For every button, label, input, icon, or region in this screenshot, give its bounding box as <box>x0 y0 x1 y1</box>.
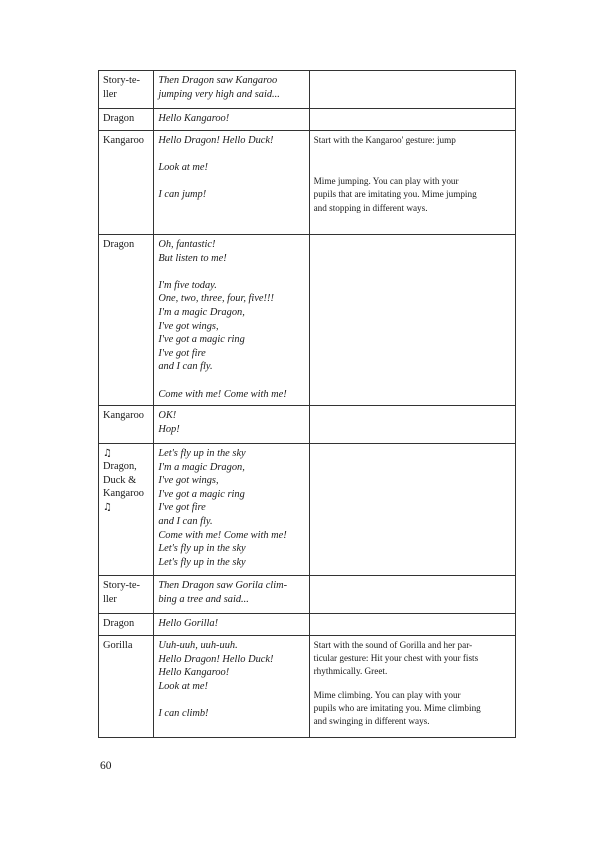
music-note-icon: ♫ <box>103 448 112 459</box>
table-row <box>99 614 516 636</box>
note-cell <box>309 71 515 109</box>
page-number: 60 <box>100 760 112 772</box>
note-cell <box>309 109 515 131</box>
dialogue-cell <box>154 131 309 235</box>
note-cell <box>309 444 515 576</box>
dialogue-text: Oh, fantastic! But listen to me! I'm five today. One, two, three, four, five!!! I'm a magic Dragon, I've got wings, I've got a magic ring I've got fire and I can fly. Come with me! Come with me! <box>158 239 287 400</box>
stage-note: Start with the sound of Gorilla and her par- ticular gesture: Hit your chest with your fists rhythmically. Greet. <box>313 640 479 677</box>
note-cell <box>309 636 515 738</box>
script-table <box>98 70 516 738</box>
dialogue-cell <box>154 636 309 738</box>
character-name: Dragon <box>103 239 135 250</box>
stage-note: Start with the Kangaroo' gesture: jump <box>313 135 456 145</box>
character-name: Dragon, Duck & Kangaroo <box>103 461 144 500</box>
dialogue-cell <box>154 406 309 444</box>
note-cell <box>309 235 515 406</box>
dialogue-text: Then Dragon saw Kangaroo jumping very high and said... <box>158 75 280 100</box>
dialogue-cell <box>154 576 309 614</box>
table-row <box>99 131 516 235</box>
dialogue-text: Uuh-uuh, uuh-uuh. Hello Dragon! Hello Duck! Hello Kangaroo! Look at me! I can climb! <box>158 640 274 719</box>
dialogue-text: OK! Hop! <box>158 410 180 435</box>
table-row <box>99 109 516 131</box>
character-name: Story-te- ller <box>103 75 140 100</box>
note-cell <box>309 576 515 614</box>
table-row <box>99 71 516 109</box>
character-cell <box>99 235 154 406</box>
stage-note-continued: Mime climbing. You can play with your pupils who are imitating you. Mime climbing and swinging in different ways. <box>313 689 481 727</box>
dialogue-text: Then Dragon saw Gorila clim- bing a tree and said... <box>158 580 288 605</box>
note-cell <box>309 406 515 444</box>
character-cell <box>99 406 154 444</box>
dialogue-cell <box>154 71 309 109</box>
stage-note-continued: Mime jumping. You can play with your pupils that are imitating you. Mime jumping and stopping in different ways. <box>313 176 477 213</box>
dialogue-cell <box>154 235 309 406</box>
character-cell <box>99 444 154 576</box>
character-name: Dragon <box>103 618 135 629</box>
note-cell <box>309 131 515 235</box>
table-row <box>99 576 516 614</box>
table-row <box>99 636 516 738</box>
character-cell <box>99 109 154 131</box>
dialogue-cell <box>154 444 309 576</box>
character-cell <box>99 576 154 614</box>
dialogue-cell <box>154 614 309 636</box>
character-name: Gorilla <box>103 640 133 651</box>
note-cell <box>309 614 515 636</box>
table-row <box>99 444 516 576</box>
character-cell <box>99 131 154 235</box>
character-name: Story-te- ller <box>103 580 140 605</box>
character-name: Kangaroo <box>103 135 144 146</box>
character-name: Kangaroo <box>103 410 144 421</box>
dialogue-text: Let's fly up in the sky I'm a magic Dragon, I've got wings, I've got a magic ring I've got fire and I can fly. Come with me! Come with me! Let's fly up in the sky Let's fly up in the sky <box>158 448 287 568</box>
character-name: Dragon <box>103 113 135 124</box>
table-row <box>99 406 516 444</box>
character-cell <box>99 614 154 636</box>
dialogue-cell <box>154 109 309 131</box>
character-cell <box>99 636 154 738</box>
dialogue-text: Hello Kangaroo! <box>158 113 230 124</box>
music-note-icon: ♫ <box>103 501 112 513</box>
character-cell <box>99 71 154 109</box>
dialogue-text: Hello Dragon! Hello Duck! Look at me! I can jump! <box>158 135 274 201</box>
dialogue-text: Hello Gorilla! <box>158 618 219 629</box>
table-row <box>99 235 516 406</box>
